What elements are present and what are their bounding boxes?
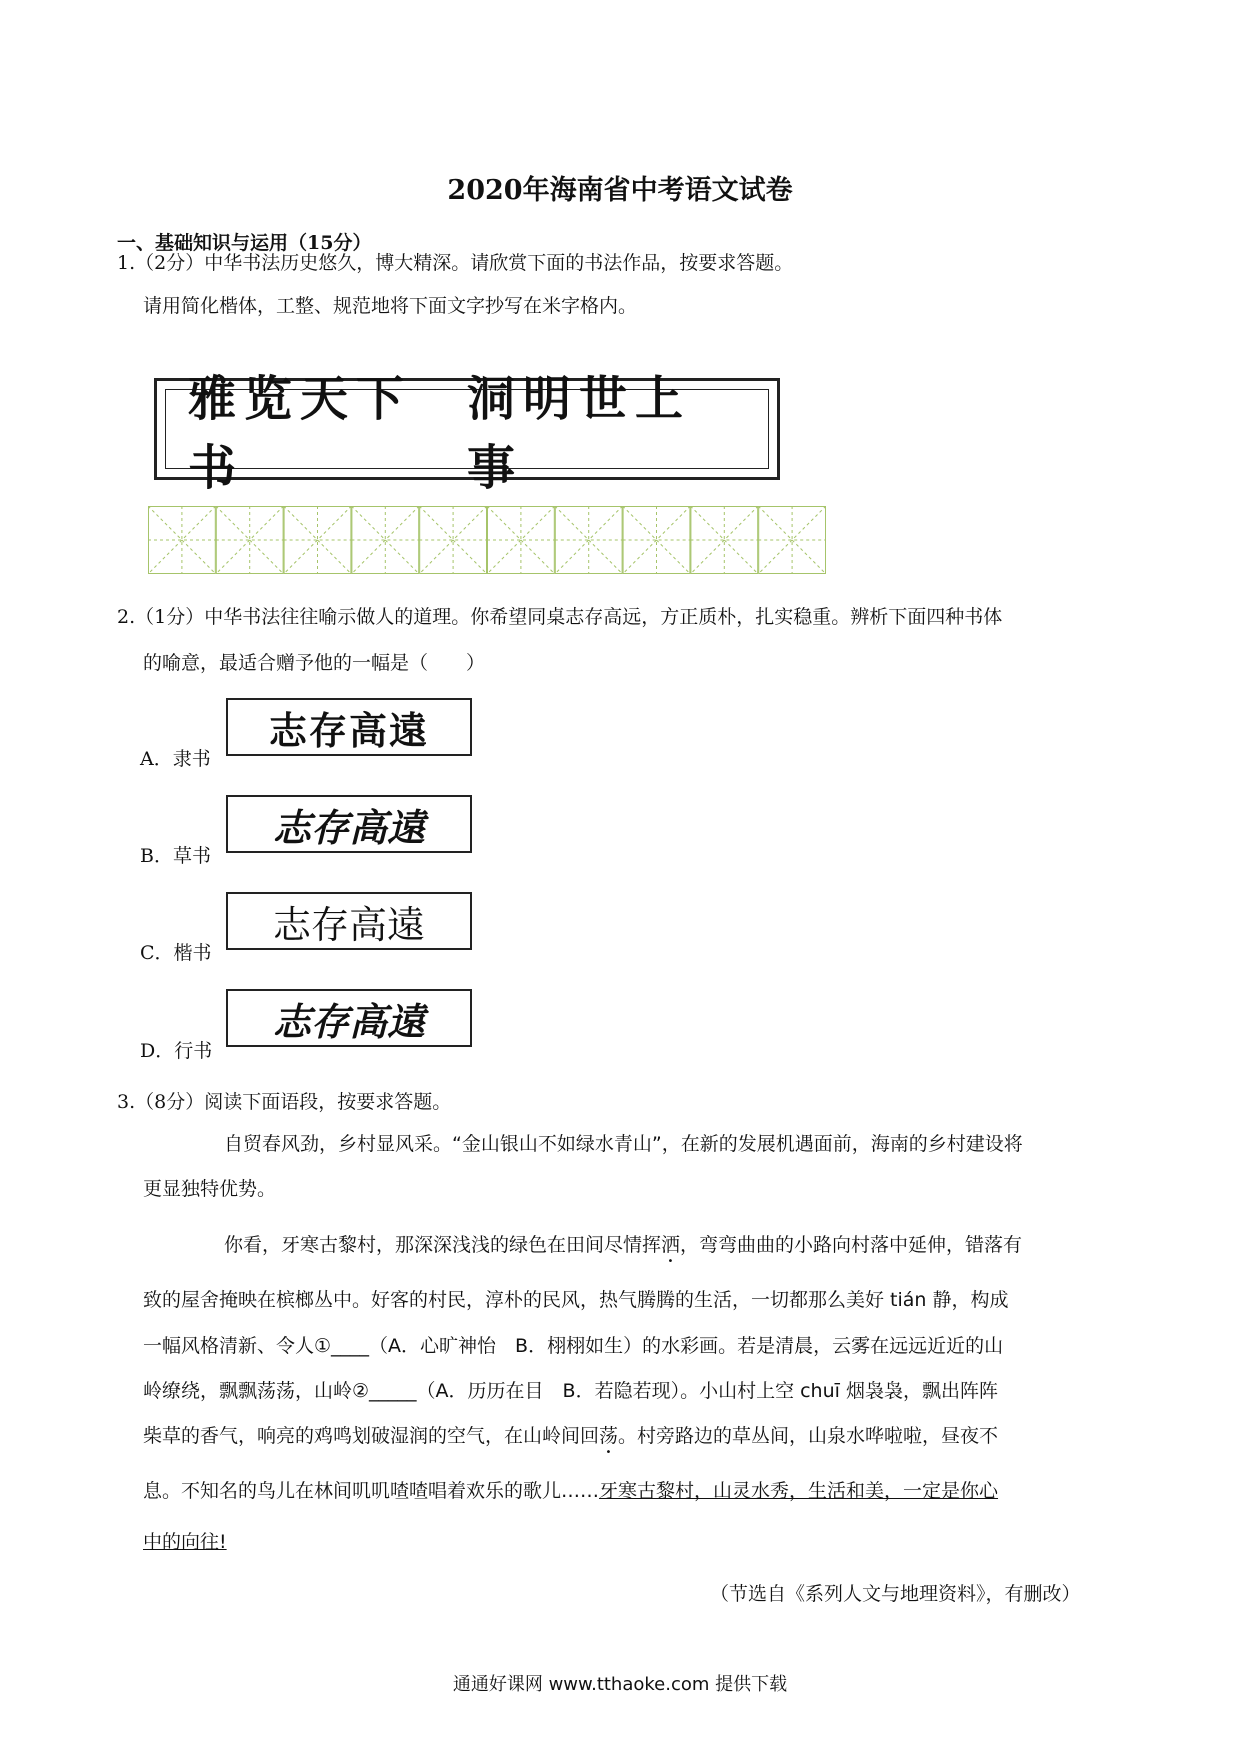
q1-prompt: 1.（2分）中华书法历史悠久，博大精深。请欣赏下面的书法作品，按要求答题。 [117,252,794,274]
option-d-image [226,989,472,1047]
option-c-calligraphy: 志存高遠 [272,902,425,947]
q2-prompt: 2.（1分）中华书法往往喻示做人的道理。你希望同桌志存高远，方正质朴，扎实稳重。辨析下面四种书体 [117,606,1003,628]
option-d-calligraphy: 志存高遠 [272,998,425,1044]
passage-p2-line1: 你看，牙寒古黎村，那深深浅浅的绿色在田间尽情挥洒，弯弯曲曲的小路向村落中延伸，错落有 [224,1234,1023,1256]
option-a-label: A．隶书 [140,748,211,770]
passage-p2-line3: 一幅风格清新、令人①____（A．心旷神怡 B．栩栩如生）的水彩画。若是清晨，云雾在远远近近的山 [143,1335,1004,1357]
calligraphy-left-text: 雅览天下书 [188,371,413,496]
q2-prompt-cont: 的喻意，最适合赠予他的一幅是（ ） [143,652,486,674]
passage-p2-line4: 岭缭绕，飘飘荡荡，山岭②_____（A．历历在目 B．若隐若现）。小山村上空 chuī 烟袅袅，飘出阵阵 [143,1380,998,1402]
page-footer: 通通好课网 www.tthaoke.com 提供下载 [452,1674,788,1695]
option-c-label: C．楷书 [140,942,212,964]
calligraphy-right-text: 洞明世上事 [467,371,692,496]
q1-instruction: 请用简化楷体，工整、规范地将下面文字抄写在米字格内。 [143,295,638,317]
passage-p2-line5: 柴草的香气，响亮的鸡鸣划破湿润的空气，在山岭间回荡。村旁路边的草丛间，山泉水哗啦啦，昼夜不 [143,1425,999,1447]
option-b-image [226,795,472,853]
option-d-label: D．行书 [140,1040,213,1062]
section-heading: 一、基础知识与运用（15分） [117,232,372,254]
q3-prompt: 3.（8分）阅读下面语段，按要求答题。 [117,1091,452,1113]
option-b-label: B．草书 [140,845,211,867]
passage-p1-line1: 自贸春风劲，乡村显风采。“金山银山不如绿水青山”，在新的发展机遇面前，海南的乡村建设将 [224,1133,1023,1155]
underlined-sentence: 牙寒古黎村，山灵水秀，生活和美，一定是你心 [599,1480,999,1502]
passage-p1-line2: 更显独特优势。 [143,1178,277,1200]
passage-p2-line6: 息。不知名的鸟儿在林间叽叽喳喳唱着欢乐的歌儿……牙寒古黎村，山灵水秀，生活和美，一定是你心 [143,1480,999,1502]
mizi-grid [148,506,826,574]
option-a-image [226,698,472,756]
passage-p2-line7: 中的向往! [143,1531,227,1553]
page-title: 2020年海南省中考语文试卷 [447,175,793,206]
option-a-calligraphy: 志存高遠 [268,707,429,753]
option-b-calligraphy: 志存高遠 [272,804,425,850]
option-c-image [226,892,472,950]
calligraphy-plaque [154,371,780,496]
passage-source: （节选自《系列人文与地理资料》，有删改） [710,1583,1081,1605]
passage-p2-line2: 致的屋舍掩映在槟榔丛中。好客的村民，淳朴的民风，热气腾腾的生活，一切都那么美好 tián 静，构成 [143,1289,1009,1311]
